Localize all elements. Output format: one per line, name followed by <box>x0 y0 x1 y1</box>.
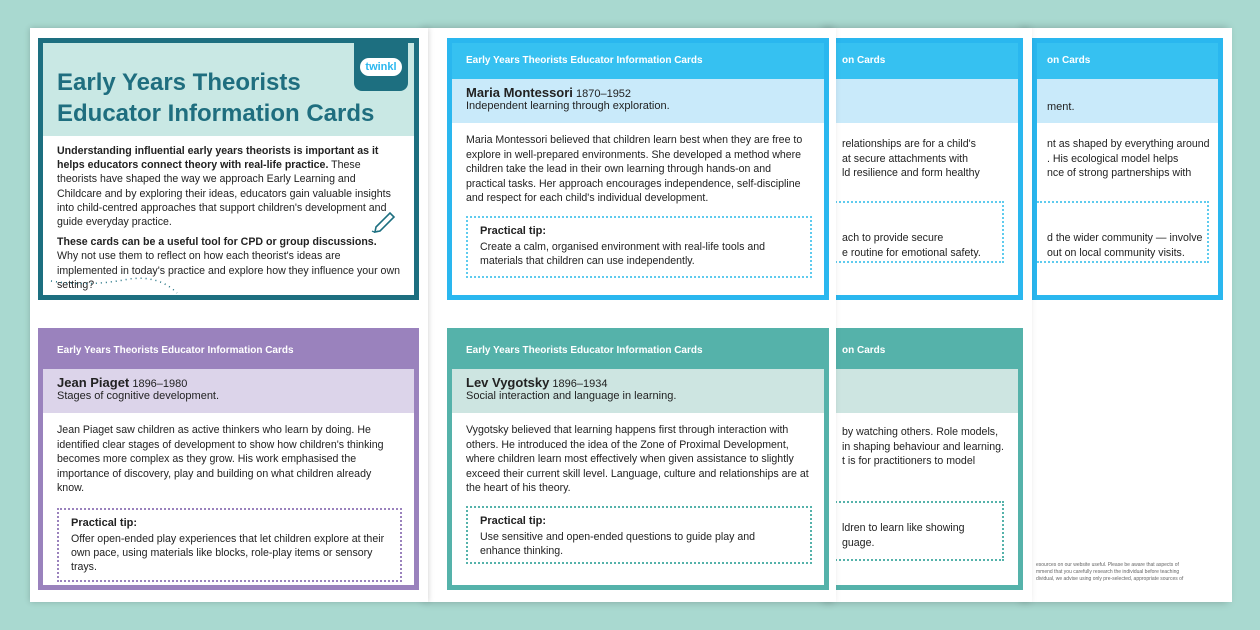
intro-text: Understanding influential early years theorists is important as it helps educators connect theory with real-life practice. These theorists have shaped the way we approach Early Learning and Childcare and by exploring their ideas, educators gain valuable insights into child-centred approaches that support children's development and guide everyday practice. These cards can be a useful tool for CPD or group discussions. Why not use them to reflect on how each theorist's ideas are implemented in today's practice and explore how they influence your own setting? <box>57 145 400 291</box>
card-body: nt as shaped by everything around . His ecological model helps nce of strong partnerships with <box>1047 138 1210 179</box>
page-3 <box>828 28 1032 602</box>
card-body: Jean Piaget saw children as active thinkers who learn by doing. He identified clear stages of development to show how children's thinking becomes more complex as they grow. His work emphasised the importance of discovery, play and building on what children already know. <box>57 424 384 494</box>
dotted-swirl-decoration <box>49 273 189 295</box>
theorist-name: Jean Piaget <box>57 375 130 390</box>
card-partial-c <box>823 328 1023 590</box>
intro-card <box>38 38 419 300</box>
card-partial-b <box>1032 38 1223 300</box>
theorist-years: 1896–1980 <box>132 378 188 390</box>
card-partial-a <box>823 38 1023 300</box>
card-piaget <box>38 328 419 590</box>
card-body: Maria Montessori believed that children learn best when they are free to explore in well-prepared environments. She developed a method where children take the lead in their own learning through hands-on and practical tasks. Her approach encourages independence, self-discipline and respect for each child's individual development. <box>466 134 803 204</box>
theorist-years: 1896–1934 <box>552 378 608 390</box>
card-body: Vygotsky believed that learning happens first through interaction with others. He introduced the idea of the Zone of Proximal Development, where children learn most effectively when given assistance to slightly exceed their current skill level. Language, culture and relationships are at the heart of his theory. <box>466 424 809 494</box>
card-subtitle: Independent learning through exploration. <box>466 100 670 112</box>
page-4 <box>1026 28 1232 602</box>
card-subtitle: ment. <box>1047 101 1075 113</box>
card-subtitle: Stages of cognitive development. <box>57 390 220 402</box>
tip-box: Practical tip: Use sensitive and open-ended questions to guide play and enhance thinking. <box>466 506 812 564</box>
tip-text: ldren to learn like showing guage. <box>842 522 965 549</box>
card-body: by watching others. Role models, in shaping behaviour and learning. t is for practitioners to model <box>842 426 1004 467</box>
disclaimer: esources on our website useful. Please be aware that aspects of mmend that you carefully research the individual before teaching dividual, we advise using only pre-selected, appropriate sources of <box>1036 562 1184 582</box>
card-header: on Cards <box>1047 55 1091 66</box>
card-montessori <box>447 38 829 300</box>
card-vygotsky <box>447 328 829 590</box>
card-header: Early Years Theorists Educator Information Cards <box>452 43 824 79</box>
card-header: Early Years Theorists Educator Information Cards <box>452 333 824 369</box>
theorist-name: Maria Montessori <box>466 85 573 100</box>
theorist-years: 1870–1952 <box>575 88 632 100</box>
tip-text: ach to provide secure e routine for emotional safety. <box>842 232 981 259</box>
card-body: relationships are for a child's at secure attachments with ld resilience and form healthy <box>842 138 980 179</box>
page-1 <box>30 28 428 602</box>
intro-title: Early Years Theorists Educator Information Cards <box>57 69 375 127</box>
pencil-icon <box>370 209 396 233</box>
card-header: on Cards <box>842 55 886 66</box>
theorist-name: Lev Vygotsky <box>466 375 550 390</box>
tip-box: Practical tip: Create a calm, organised environment with real-life tools and materials that children can use independently. <box>466 216 812 278</box>
tip-box: Practical tip: Offer open-ended play experiences that let children explore at their own pace, using materials like blocks, role-play items or sensory trays. <box>57 508 402 582</box>
twinkl-logo: twinkl <box>354 43 408 91</box>
card-header: Early Years Theorists Educator Information Cards <box>43 333 414 369</box>
tip-text: d the wider community — involve out on local community visits. <box>1047 232 1203 259</box>
card-subtitle: Social interaction and language in learning. <box>466 390 677 402</box>
page-2 <box>428 28 836 602</box>
card-header: on Cards <box>842 345 886 356</box>
